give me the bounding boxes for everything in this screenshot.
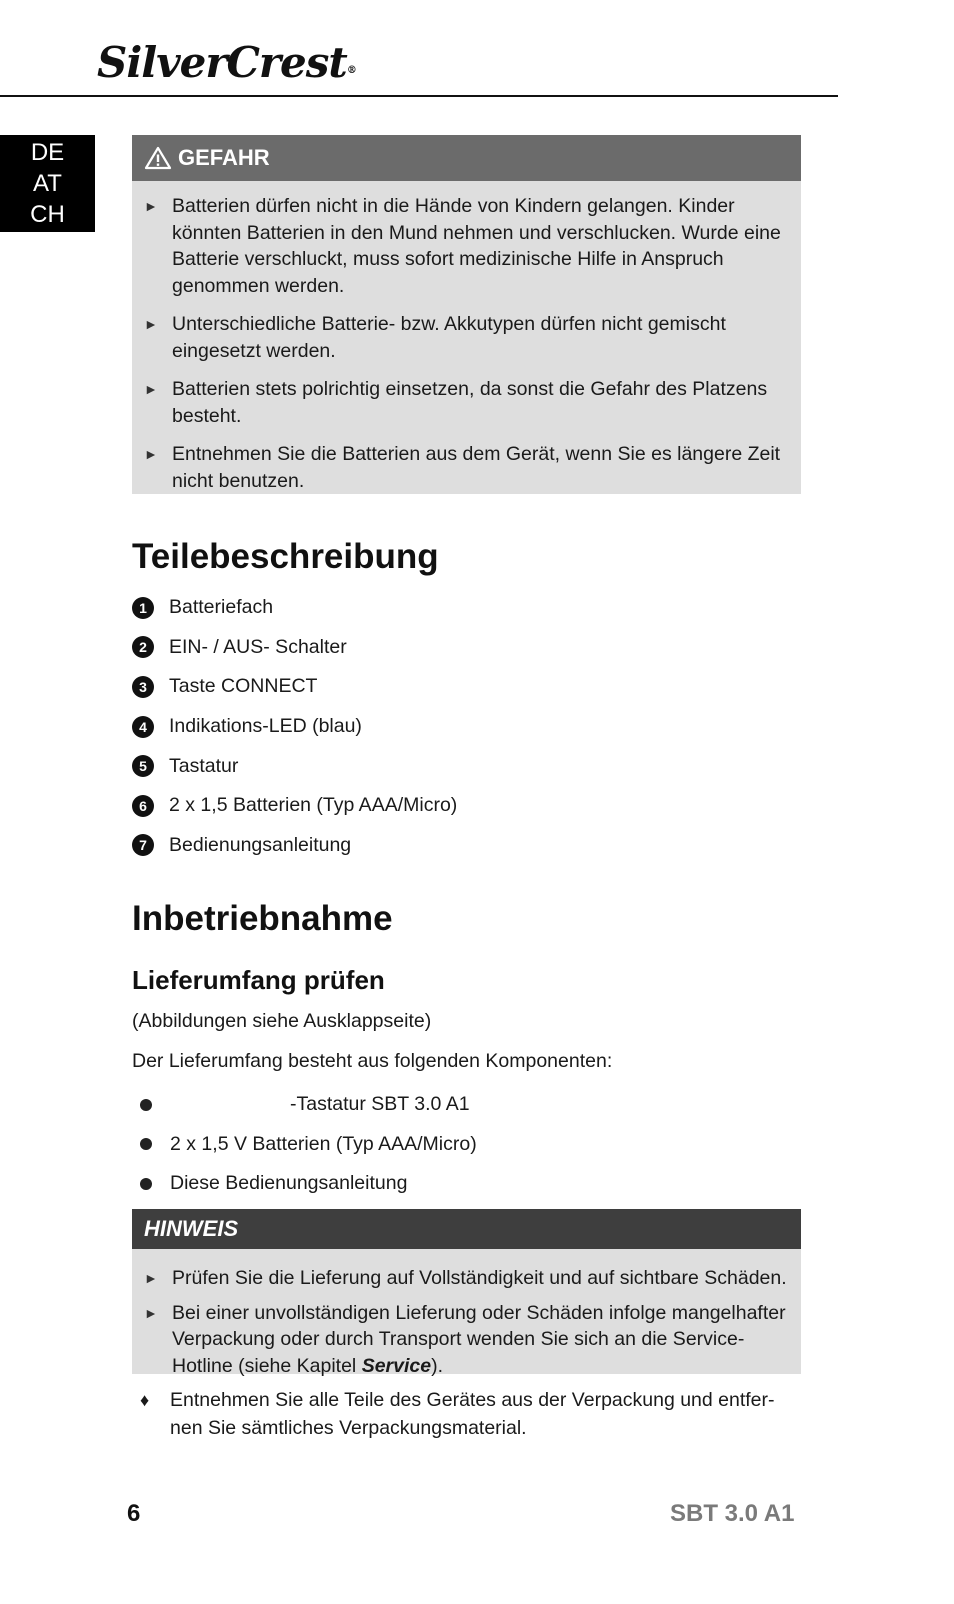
danger-box-header (132, 135, 801, 181)
part-label: Indikations-LED (blau) (169, 715, 362, 738)
part-item (132, 826, 457, 866)
hint-title: HINWEIS (144, 1216, 239, 1241)
bullet-icon (140, 1178, 152, 1190)
part-number: 4 (132, 716, 154, 738)
danger-item-text: Batterien dürfen nicht in die Hände von Kindern gelangen. Kinder könnten Batterien in den Mund nehmen und verschlucken. Wurde eine Batterie verschluckt, muss sofort medizinische Hilfe in Anspruch genommen werden. (172, 195, 781, 297)
arrow-right-icon: ► (144, 381, 158, 397)
part-item (132, 628, 457, 668)
hint-item-text: Prüfen Sie die Lieferung auf Vollständigkeit und auf sichtbare Schäden. (172, 1267, 787, 1289)
danger-box (132, 135, 801, 494)
part-number: 1 (132, 597, 154, 619)
parts-heading: Teilebeschreibung (132, 537, 439, 576)
scope-item (140, 1085, 477, 1125)
hint-item-suffix: ). (431, 1354, 444, 1377)
arrow-right-icon: ► (144, 316, 158, 332)
scope-item-text: 2 x 1,5 V Batterien (Typ AAA/Micro) (170, 1132, 477, 1155)
danger-item (144, 193, 787, 299)
warning-triangle-icon (144, 146, 172, 170)
hint-list (132, 1249, 801, 1397)
part-item (132, 786, 457, 826)
unpack-step (140, 1386, 800, 1442)
service-chapter-link: Service (361, 1354, 432, 1377)
danger-item (144, 441, 787, 494)
scope-item-text: -Tastatur SBT 3.0 A1 (290, 1093, 470, 1116)
part-label: Batteriefach (169, 596, 274, 619)
scope-subheading: Lieferumfang prüfen (132, 965, 385, 995)
part-number: 3 (132, 676, 154, 698)
part-label: Bedienungsanleitung (169, 833, 352, 856)
unpack-step-text: Entnehmen Sie alle Teile des Gerätes aus der Verpackung und entfernen Sie sämtliches Verpackungsmaterial. (170, 1389, 775, 1439)
danger-item (144, 311, 787, 364)
danger-item-text: Batterien stets polrichtig einsetzen, da sonst die Gefahr des Platzens besteht. (172, 378, 768, 427)
scope-item (140, 1125, 477, 1165)
arrow-right-icon: ► (144, 198, 158, 214)
hint-box (132, 1209, 801, 1377)
danger-item (144, 376, 787, 429)
language-at: AT (33, 170, 62, 197)
hint-box-header (132, 1209, 801, 1249)
hint-item-text: Bei einer unvollständigen Lieferung oder Schäden infolge mangelhafter Verpackung oder durch Transport wenden Sie sich an die Service-Hotline (siehe Kapitel (172, 1301, 786, 1377)
danger-item-text: Entnehmen Sie die Batterien aus dem Gerät, wenn Sie es längere Zeit nicht benutzen. (172, 443, 781, 492)
registered-mark: ® (346, 65, 356, 76)
hint-item (144, 1300, 787, 1380)
part-label: Tastatur (169, 754, 239, 777)
language-tab (0, 135, 95, 232)
scope-item (140, 1164, 477, 1204)
part-item (132, 707, 457, 747)
part-number: 7 (132, 834, 154, 856)
scope-intro: Der Lieferumfang besteht aus folgenden Komponenten: (132, 1050, 613, 1072)
diamond-bullet-icon: ♦ (140, 1390, 150, 1410)
arrow-right-icon: ► (144, 446, 158, 462)
part-item (132, 588, 457, 628)
hint-item (144, 1265, 787, 1292)
part-item (132, 746, 457, 786)
bullet-icon (140, 1099, 152, 1111)
language-de: DE (30, 139, 65, 166)
arrow-right-icon: ► (144, 1270, 158, 1286)
part-label: 2 x 1,5 Batterien (Typ AAA/Micro) (169, 794, 458, 817)
bullet-icon (140, 1138, 152, 1150)
danger-title: GEFAHR (178, 145, 270, 170)
page-number: 6 (127, 1500, 141, 1527)
parts-list (132, 588, 457, 865)
scope-item-text: Diese Bedienungsanleitung (170, 1172, 408, 1195)
header-rule (0, 95, 838, 97)
model-name: SBT 3.0 A1 (670, 1500, 795, 1527)
language-ch: CH (30, 201, 65, 228)
part-number: 6 (132, 795, 154, 817)
setup-heading: Inbetriebnahme (132, 899, 393, 938)
danger-list (132, 181, 801, 512)
danger-item-text: Unterschiedliche Batterie- bzw. Akkutypen dürfen nicht gemischt eingesetzt werden. (172, 313, 726, 362)
part-number: 5 (132, 755, 154, 777)
arrow-right-icon: ► (144, 1304, 158, 1321)
part-item (132, 667, 457, 707)
scope-list (140, 1085, 477, 1204)
illustration-note: (Abbildungen siehe Ausklappseite) (132, 1010, 432, 1032)
brand-logo (97, 38, 356, 88)
part-number: 2 (132, 636, 154, 658)
brand-name: SilverCrest (97, 38, 347, 87)
part-label: Taste CONNECT (169, 675, 318, 698)
part-label: EIN- / AUS- Schalter (169, 635, 347, 658)
